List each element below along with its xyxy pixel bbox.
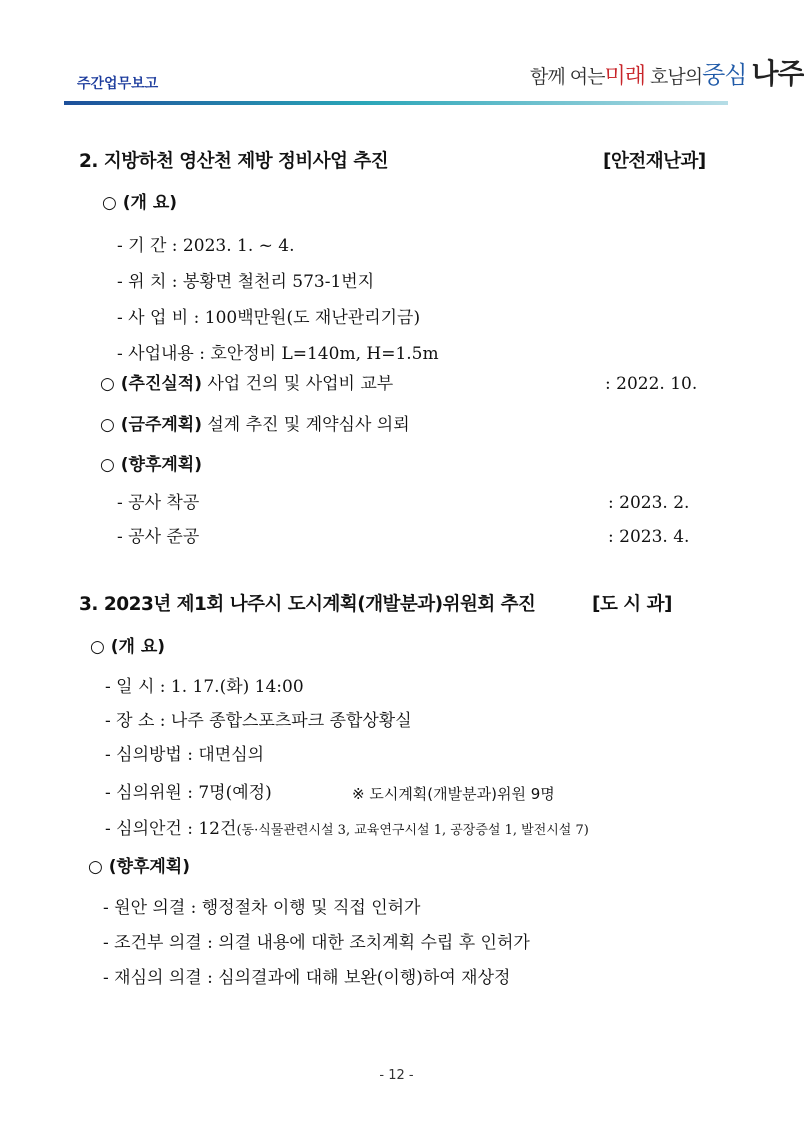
section2-future-title: ○ (향후계획) [100,455,202,475]
section3-future-title: ○ (향후계획) [88,857,190,877]
logo-text-3: 호남의 [650,66,703,88]
logo-text-4: 중심 [702,61,747,89]
section3-future-item: - 조건부 의결 : 의결 내용에 대한 조치계획 수립 후 인허가 [103,933,530,953]
members-note: ※ 도시계획(개발분과)위원 9명 [352,785,555,803]
section3-overview-item: - 일 시 : 1. 17.(화) 14:00 [105,677,304,697]
city-logo [530,52,804,92]
section2-results [100,373,393,395]
section3-agenda [105,818,589,842]
logo-text-5: 나주 [751,57,804,90]
this-week-label: ○ (금주계획) [100,415,202,435]
page-number: - 12 - [379,1068,414,1083]
section3-title: 3. 2023년 제1회 나주시 도시계획(개발분과)위원회 추진 [79,594,536,615]
results-label: ○ (추진실적) [100,374,202,394]
logo-text-2: 미래 [604,64,645,89]
section3-overview-item: - 장 소 : 나주 종합스포츠파크 종합상황실 [105,711,412,731]
section2-overview-item: - 사 업 비 : 100백만원(도 재난관리기금) [117,308,421,328]
section2-overview-item: - 사업내용 : 호안정비 L=140m, H=1.5m [117,344,439,364]
header-divider [64,101,728,105]
section2-future-item: - 공사 착공 [117,493,200,513]
section3-overview-title: ○ (개 요) [90,637,166,657]
report-label: 주간업무보고 [77,76,159,92]
section3-dept: [도 시 과] [592,594,672,615]
section2-future-date: : 2023. 4. [608,527,690,547]
logo-text-1: 함께 여는 [530,66,605,88]
section2-overview-item: - 기 간 : 2023. 1. ~ 4. [117,236,295,256]
agenda-detail: (동·식물관련시설 3, 교육연구시설 1, 공장증설 1, 발전시설 7) [236,823,589,838]
section2-future-item: - 공사 준공 [117,527,200,547]
section3-overview-item: - 심의위원 : 7명(예정) [105,783,272,803]
results-date: : 2022. 10. [605,374,698,394]
agenda-label: - 심의안건 : 12건 [105,819,237,839]
section2-title: 2. 지방하천 영산천 제방 정비사업 추진 [79,151,389,172]
section2-dept: [안전재난과] [603,151,706,172]
results-text: 사업 건의 및 사업비 교부 [201,374,394,394]
section2-future-date: : 2023. 2. [608,493,690,513]
section2-this-week [100,414,410,436]
this-week-text: 설계 추진 및 계약심사 의뢰 [201,415,410,435]
section3-future-item: - 원안 의결 : 행정절차 이행 및 직접 인허가 [103,898,421,918]
section3-overview-item: - 심의방법 : 대면심의 [105,745,265,765]
section2-overview-item: - 위 치 : 봉황면 철천리 573-1번지 [117,272,375,292]
section2-overview-title: ○ (개 요) [102,193,178,213]
section3-future-item: - 재심의 의결 : 심의결과에 대해 보완(이행)하여 재상정 [103,968,511,988]
